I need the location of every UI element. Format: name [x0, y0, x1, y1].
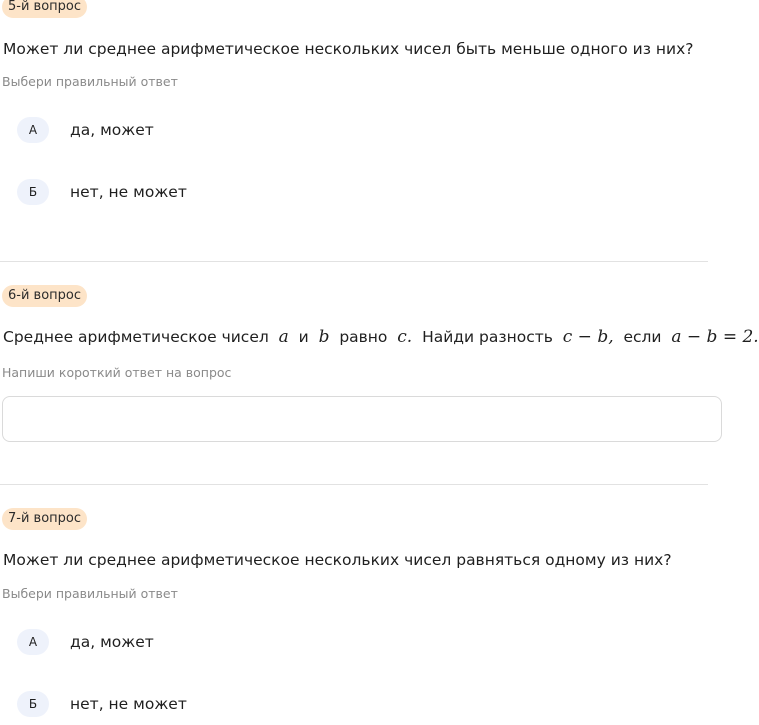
question-5-text: Может ли среднее арифметическое нескольких чисел быть меньше одного из них? — [3, 40, 694, 58]
option-letter-a: А — [17, 629, 49, 655]
math-variable-c: c. — [397, 327, 413, 347]
question-6-badge: 6-й вопрос — [2, 285, 87, 307]
divider — [0, 261, 708, 262]
math-condition: a − b = 2. — [671, 327, 759, 347]
question-7-text: Может ли среднее арифметическое нескольких чисел равняться одному из них? — [3, 551, 672, 569]
option-label: нет, не может — [70, 695, 187, 713]
option-letter-a: А — [17, 117, 49, 143]
question-text-part: Найди разность — [422, 328, 553, 346]
question-7-option-b[interactable] — [17, 689, 187, 719]
option-label: да, может — [70, 633, 154, 651]
question-5-hint: Выбери правильный ответ — [2, 74, 178, 89]
question-6-hint: Напиши короткий ответ на вопрос — [2, 365, 232, 380]
short-answer-input[interactable] — [2, 396, 722, 442]
option-letter-b: Б — [17, 179, 49, 205]
question-text-part: и — [298, 328, 309, 346]
question-5-option-b[interactable] — [17, 177, 187, 207]
question-7-option-a[interactable] — [17, 627, 154, 657]
option-letter-b: Б — [17, 691, 49, 717]
math-variable-b: b — [318, 327, 330, 347]
question-7-badge: 7-й вопрос — [2, 508, 87, 530]
question-7-hint: Выбери правильный ответ — [2, 586, 178, 601]
question-6-text — [3, 327, 759, 347]
question-text-part: если — [623, 328, 662, 346]
question-5-badge: 5-й вопрос — [2, 0, 87, 18]
question-5-option-a[interactable] — [17, 115, 154, 145]
option-label: нет, не может — [70, 183, 187, 201]
question-text-part: Среднее арифметическое чисел — [3, 328, 269, 346]
option-label: да, может — [70, 121, 154, 139]
math-variable-a: a — [278, 327, 289, 347]
question-text-part: равно — [339, 328, 388, 346]
math-expression: c − b, — [562, 327, 614, 347]
divider — [0, 484, 708, 485]
